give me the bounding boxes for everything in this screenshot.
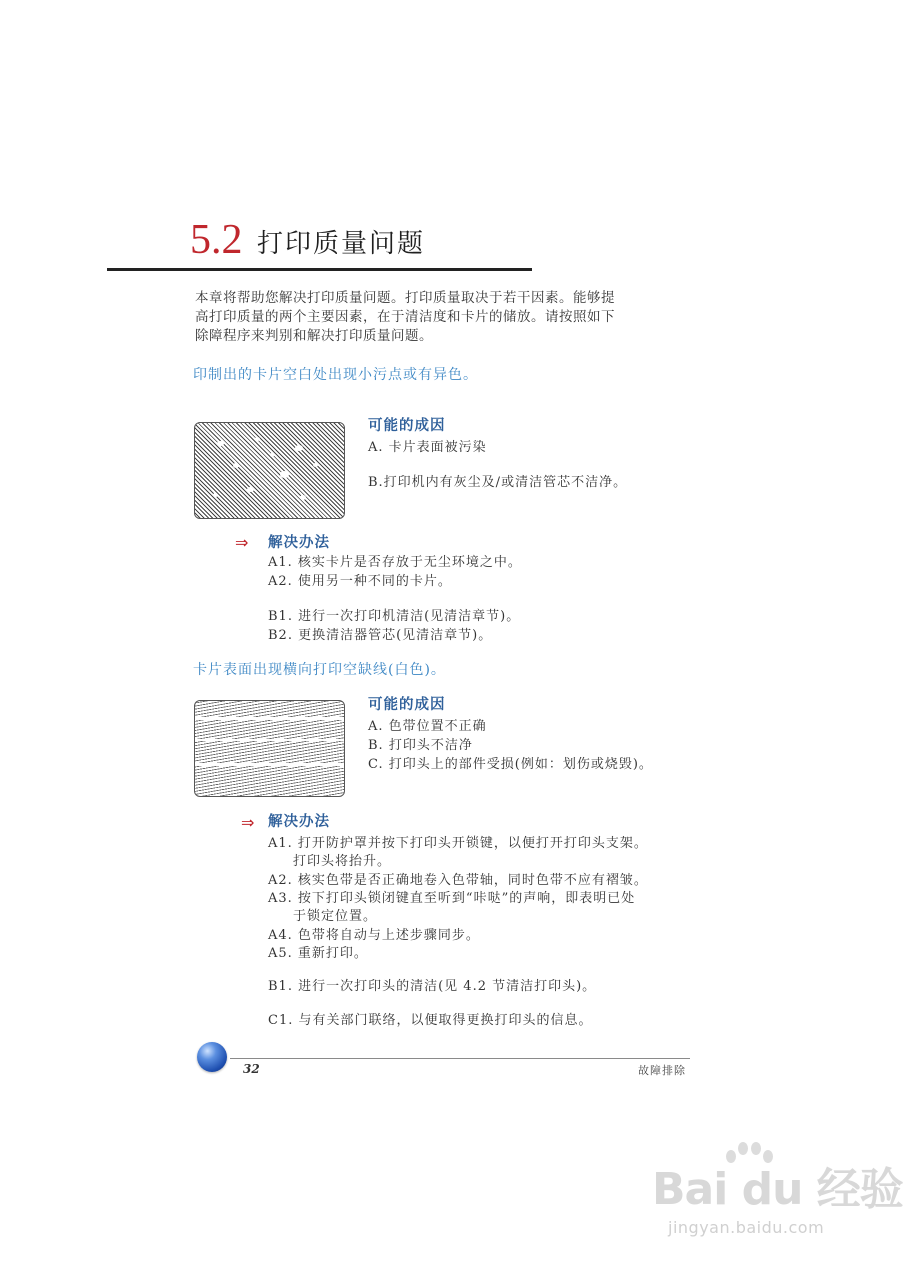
problem1-cause-a: A. 卡片表面被污染 bbox=[368, 440, 487, 455]
problem2-solution: B1. 进行一次打印头的清洁(见 4.2 节清洁打印头)。 bbox=[268, 979, 597, 994]
blue-sphere-icon bbox=[197, 1042, 227, 1072]
arrow-icon: ⇒ bbox=[241, 813, 255, 832]
problem1-heading: 印制出的卡片空白处出现小污点或有异色。 bbox=[193, 367, 478, 383]
problem2-causes-title: 可能的成因 bbox=[368, 696, 446, 713]
chapter-label: 故障排除 bbox=[638, 1064, 686, 1077]
problem2-solution: 打印头将抬升。 bbox=[293, 854, 392, 869]
problem2-solution: A4. 色带将自动与上述步骤同步。 bbox=[268, 928, 480, 943]
problem1-solution: B1. 进行一次打印机清洁(见清洁章节)。 bbox=[268, 609, 521, 624]
intro-paragraph bbox=[195, 289, 665, 346]
problem2-solution: A5. 重新打印。 bbox=[268, 946, 368, 961]
problem2-solution: 于锁定位置。 bbox=[293, 909, 378, 924]
problem1-solution: A1. 核实卡片是否存放于无尘环境之中。 bbox=[268, 555, 522, 570]
problem2-cause-b: B. 打印头不洁净 bbox=[368, 738, 473, 753]
problem1-causes-title: 可能的成因 bbox=[368, 417, 446, 434]
problem1-cause-b: B.打印机内有灰尘及/或清洁管芯不洁净。 bbox=[368, 475, 628, 490]
problem2-heading: 卡片表面出现横向打印空缺线(白色)。 bbox=[193, 662, 446, 678]
problem2-solution: A1. 打开防护罩并按下打印头开锁键，以便打开打印头支架。 bbox=[268, 836, 648, 851]
problem2-solution: C1. 与有关部门联络，以便取得更换打印头的信息。 bbox=[268, 1013, 593, 1028]
problem1-solution: A2. 使用另一种不同的卡片。 bbox=[268, 574, 452, 589]
intro-line: 本章将帮助您解决打印质量问题。打印质量取决于若干因素。能够提 bbox=[195, 290, 615, 306]
streaked-card-illustration bbox=[194, 700, 345, 797]
problem1-solutions-title: 解决办法 bbox=[268, 534, 330, 551]
section-number: 5.2 bbox=[190, 217, 243, 263]
problem2-solutions-title: 解决办法 bbox=[268, 813, 330, 830]
baidu-watermark: Bai du 经验 bbox=[652, 1164, 903, 1215]
intro-line: 除障程序来判别和解决打印质量问题。 bbox=[195, 328, 433, 344]
baidu-watermark-url: jingyan.baidu.com bbox=[668, 1218, 825, 1237]
footer-rule bbox=[230, 1058, 690, 1059]
problem2-cause-a: A. 色带位置不正确 bbox=[368, 719, 487, 734]
title-rule bbox=[107, 268, 532, 271]
problem2-cause-c: C. 打印头上的部件受损(例如：划伤或烧毁)。 bbox=[368, 757, 653, 772]
page-number: 32 bbox=[243, 1062, 260, 1076]
section-title: 打印质量问题 bbox=[257, 229, 426, 259]
problem1-solution: B2. 更换清洁器管芯(见清洁章节)。 bbox=[268, 628, 493, 643]
problem2-solution: A3. 按下打印头锁闭键直至听到“咔哒”的声响，即表明已处 bbox=[268, 891, 636, 906]
arrow-icon: ⇒ bbox=[235, 533, 249, 552]
stained-card-illustration bbox=[194, 422, 345, 519]
problem2-solution: A2. 核实色带是否正确地卷入色带轴，同时色带不应有褶皱。 bbox=[268, 873, 648, 888]
intro-line: 高打印质量的两个主要因素，在于清洁度和卡片的储放。请按照如下 bbox=[195, 309, 615, 325]
